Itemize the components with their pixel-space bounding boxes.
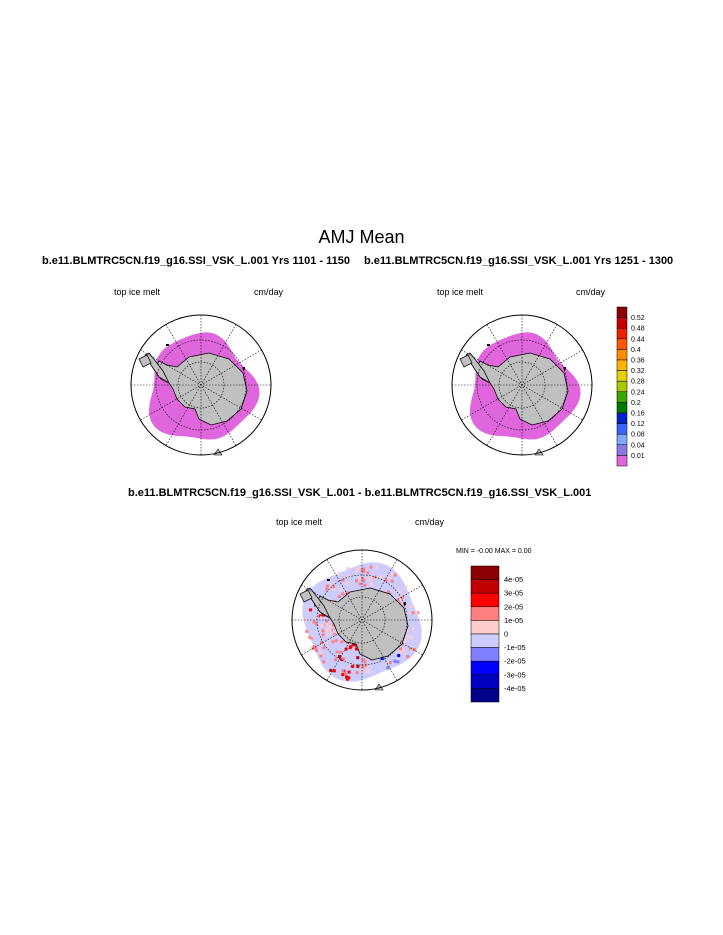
colorbar-tick-label: -3e-05 (504, 670, 526, 680)
island-kerguelen (564, 367, 566, 370)
colorbar-box (617, 349, 627, 360)
diff-cell (336, 651, 339, 654)
diff-cell (398, 590, 401, 593)
colorbar-box (617, 381, 627, 392)
colorbar-tick-label: 0 (504, 629, 509, 639)
colorbar-tick-label: 0.08 (631, 431, 645, 439)
colorbar-box (471, 620, 499, 634)
colorbar-box (617, 413, 627, 424)
colorbar-tick-label: 0.48 (631, 325, 645, 333)
diff-cell (370, 566, 373, 569)
colorbar-box (471, 566, 499, 580)
panel3-units-label: cm/day (415, 517, 445, 527)
min-label: MIN = (456, 548, 475, 555)
diff-cell (341, 593, 344, 596)
diff-cell (362, 659, 365, 662)
diff-cell (325, 588, 328, 591)
diff-cell (347, 575, 350, 578)
island-south-georgia (166, 344, 169, 346)
colorbar-box (617, 371, 627, 382)
colorbar-box (617, 392, 627, 403)
diff-cell (320, 625, 323, 628)
diff-cell (356, 671, 359, 674)
colorbar-box (617, 445, 627, 456)
colorbar-box (617, 307, 627, 318)
diff-cell (342, 670, 345, 673)
diff-cell (322, 633, 325, 636)
panel2-case-title: b.e11.BLMTRC5CN.f19_g16.SSI_VSK_L.001 Yrs 1251 - 1300 (364, 255, 674, 267)
diff-cell (338, 595, 341, 598)
diff-cell (329, 626, 332, 629)
diff-stats (456, 548, 532, 555)
colorbar-tick-label: -2e-05 (504, 656, 526, 666)
diff-cell (367, 670, 370, 673)
diff-cell (338, 655, 341, 658)
diff-cell (406, 655, 409, 658)
panel2-polar-map (437, 300, 607, 470)
diff-cell (319, 654, 322, 657)
colorbar-box (471, 580, 499, 594)
diff-cell (387, 576, 390, 579)
colorbar-tick-label: 0.2 (631, 399, 641, 407)
diff-cell (321, 629, 324, 632)
max-label: MAX = (494, 548, 516, 555)
diff-cell (358, 575, 361, 578)
diff-cell (397, 654, 400, 657)
colorbar-tick-label: 0.28 (631, 378, 645, 386)
diff-cell (350, 645, 353, 648)
diff-cell (415, 611, 418, 614)
colorbar-tick-label: 4e-05 (504, 575, 524, 585)
diff-cell (410, 605, 413, 608)
diff-cell (341, 673, 344, 676)
diff-cell (390, 573, 393, 576)
diff-cell (346, 567, 349, 570)
colorbar-box (617, 434, 627, 445)
diff-cell (356, 665, 359, 668)
colorbar-box (471, 593, 499, 607)
colorbar-tick-label: 0.44 (631, 336, 645, 344)
diff-cell (351, 665, 354, 668)
diff-cell (332, 585, 335, 588)
diff-cell (410, 636, 413, 639)
colorbar-difference (470, 566, 530, 706)
diff-cell (333, 630, 336, 633)
colorbar-tick-label: 0.4 (631, 346, 641, 354)
diff-cell (406, 635, 409, 638)
colorbar-box (617, 360, 627, 371)
diff-cell (320, 651, 323, 654)
panel3-polar-map (277, 535, 447, 705)
diff-cell (362, 580, 365, 583)
colorbar-box (471, 661, 499, 675)
diff-cell (331, 640, 334, 643)
colorbar-top-ice-melt (616, 307, 666, 477)
colorbar-box (471, 607, 499, 621)
colorbar-box (471, 675, 499, 689)
colorbar-tick-label: 3e-05 (504, 588, 524, 598)
diff-cell (379, 576, 382, 579)
diff-cell (356, 567, 359, 570)
colorbar-tick-label: 0.16 (631, 410, 645, 418)
island-kerguelen (404, 602, 406, 605)
diff-cell (345, 648, 348, 651)
colorbar-tick-label: 0.01 (631, 452, 645, 460)
diff-cell (309, 608, 312, 611)
colorbar-tick-label: 0.24 (631, 389, 645, 397)
panel3-case-title: b.e11.BLMTRC5CN.f19_g16.SSI_VSK_L.001 - b.e11.BLMTRC5CN.f19_g16.SSI_VSK_L.001 (128, 487, 592, 499)
colorbar-tick-label: 0.36 (631, 357, 645, 365)
max-value: 0.00 (517, 548, 532, 555)
diff-cell (337, 572, 340, 575)
colorbar-box (617, 318, 627, 329)
diff-cell (334, 658, 337, 661)
diff-cell (359, 582, 362, 585)
diff-cell (368, 578, 371, 581)
diff-cell (305, 630, 308, 633)
diff-cell (370, 583, 373, 586)
diff-cell (339, 588, 342, 591)
diff-cell (393, 660, 396, 663)
diff-cell (356, 656, 359, 659)
diff-cell (325, 623, 328, 626)
colorbar-tick-label: 0.12 (631, 421, 645, 429)
panel3-field-label: top ice melt (276, 517, 323, 527)
diff-cell (347, 676, 350, 679)
diff-cell (355, 570, 358, 573)
diff-cell (342, 657, 345, 660)
colorbar-box (617, 339, 627, 350)
diff-cell (335, 639, 338, 642)
diff-cell (396, 660, 399, 663)
diff-cell (315, 649, 318, 652)
diff-cell (344, 673, 347, 676)
panel2-units-label: cm/day (576, 287, 606, 297)
panel1-units-label: cm/day (254, 287, 284, 297)
diff-cell (326, 585, 329, 588)
diff-cell (405, 585, 408, 588)
diff-cell (313, 620, 316, 623)
colorbar-box (471, 688, 499, 702)
diff-cell (325, 629, 328, 632)
colorbar-box (471, 634, 499, 648)
diff-cell (348, 671, 351, 674)
diff-cell (308, 636, 311, 639)
panel1-polar-map (116, 300, 286, 470)
diff-cell (402, 650, 405, 653)
diff-cell (412, 627, 415, 630)
diff-cell (363, 567, 366, 570)
colorbar-box (617, 424, 627, 435)
colorbar-tick-label: -4e-05 (504, 683, 526, 693)
colorbar-tick-label: 0.04 (631, 442, 645, 450)
panel2-field-label: top ice melt (437, 287, 484, 297)
diff-cell (340, 640, 343, 643)
panel1-case-title: b.e11.BLMTRC5CN.f19_g16.SSI_VSK_L.001 Yrs 1101 - 1150 (42, 255, 350, 267)
diff-cell (355, 579, 358, 582)
diff-cell (339, 651, 342, 654)
colorbar-tick-label: 0.52 (631, 315, 645, 323)
diff-cell (326, 634, 329, 637)
colorbar-tick-label: -1e-05 (504, 643, 526, 653)
island-south-georgia (487, 344, 490, 346)
island-south-georgia (327, 579, 330, 581)
colorbar-tick-label: 1e-05 (504, 615, 524, 625)
colorbar-tick-label: 2e-05 (504, 602, 524, 612)
diff-cell (391, 580, 394, 583)
island-kerguelen (243, 367, 245, 370)
colorbar-tick-label: 0.32 (631, 368, 645, 376)
colorbar-box (617, 402, 627, 413)
figure-title: AMJ Mean (318, 227, 405, 247)
diff-cell (394, 574, 397, 577)
diff-cell (329, 669, 332, 672)
diff-cell (325, 643, 328, 646)
diff-cell (364, 584, 367, 587)
diff-cell (375, 566, 378, 569)
colorbar-box (471, 648, 499, 662)
diff-cell (412, 611, 415, 614)
diff-cell (366, 572, 369, 575)
min-value: -0.00 (476, 548, 493, 555)
diff-cell (345, 582, 348, 585)
diff-cell (322, 646, 325, 649)
diff-cell (322, 660, 325, 663)
colorbar-box (617, 455, 627, 466)
diff-cell (389, 661, 392, 664)
colorbar-box (617, 328, 627, 339)
panel1-field-label: top ice melt (114, 287, 161, 297)
